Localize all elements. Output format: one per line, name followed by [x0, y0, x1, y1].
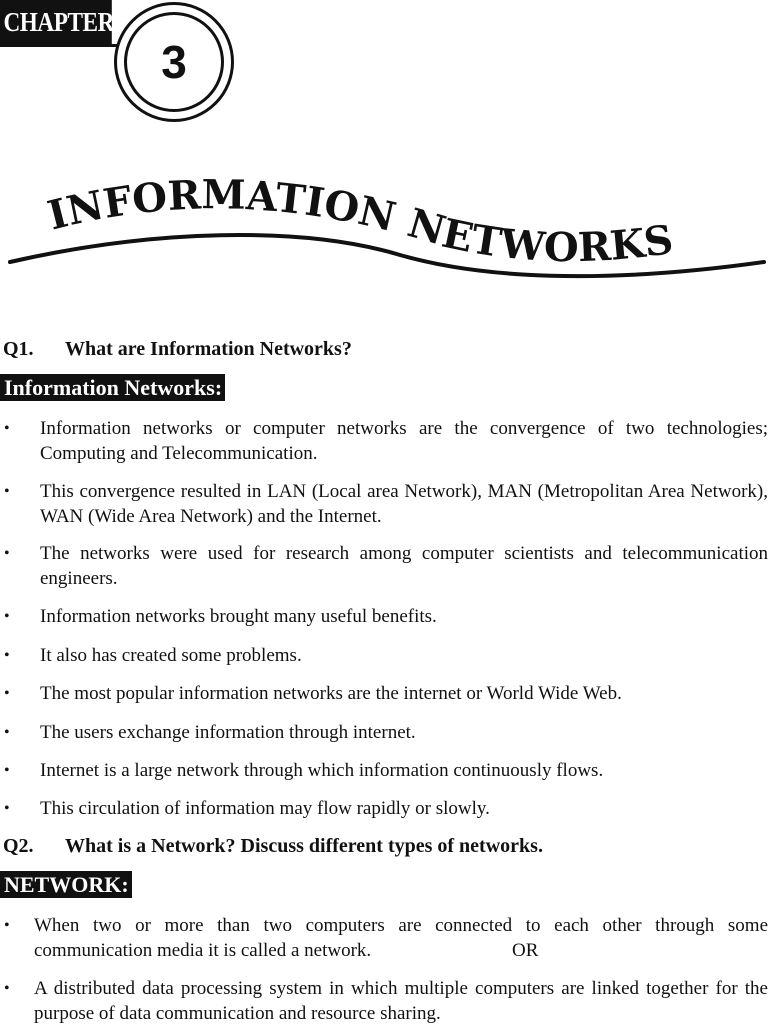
list-item-text: The users exchange information through internet.: [40, 722, 416, 743]
heading-information-networks: Information Networks:: [0, 374, 225, 401]
chapter-label: CHAPTER: [0, 0, 112, 44]
or-separator: OR: [512, 940, 539, 961]
bullet-icon: •: [4, 800, 10, 817]
question-2: [3, 835, 543, 858]
list-item-text: It also has created some problems.: [40, 645, 302, 666]
bullet-icon: •: [4, 917, 10, 934]
chapter-number: 3: [124, 12, 224, 112]
chapter-title: [0, 150, 768, 300]
bullet-icon: •: [4, 647, 10, 664]
bullet-icon: •: [4, 483, 10, 500]
chapter-title-text: INFORMATION NETWORKS: [43, 171, 676, 272]
list-item-text: The networks were used for research among computer scientists and telecommunication engineers.: [40, 543, 768, 589]
list-item-text: Information networks or computer networks are the convergence of two technologies; Computing and Telecommunication.: [40, 418, 768, 464]
bullet-icon: •: [4, 608, 10, 625]
bullet-icon: •: [4, 545, 10, 562]
list-item-text: This convergence resulted in LAN (Local area Network), MAN (Metropolitan Area Network), WAN (Wide Area Network) and the Internet.: [40, 481, 768, 527]
bullet-icon: •: [4, 980, 10, 997]
question-1-text: What are Information Networks?: [65, 338, 352, 360]
question-1-number: Q1.: [3, 338, 34, 360]
list-item-text: This circulation of information may flow rapidly or slowly.: [40, 798, 490, 819]
question-2-text: What is a Network? Discuss different types of networks.: [65, 835, 543, 857]
heading-network: NETWORK:: [0, 871, 132, 898]
bullet-icon: •: [4, 762, 10, 779]
bullet-icon: •: [4, 685, 10, 702]
chapter-underline: [0, 44, 130, 47]
question-1: [3, 338, 352, 361]
bullet-icon: •: [4, 420, 10, 437]
list-item-text: Internet is a large network through which information continuously flows.: [40, 760, 604, 781]
bullet-icon: •: [4, 724, 10, 741]
list-item-text: A distributed data processing system in which multiple computers are linked together for the purpose of data communication and resource sharing.: [34, 978, 768, 1024]
list-item-text: The most popular information networks are the internet or World Wide Web.: [40, 683, 622, 704]
list-item-text: When two or more than two computers are connected to each other through some communication media it is called a network.: [34, 915, 768, 961]
question-2-number: Q2.: [3, 835, 34, 857]
list-item-text: Information networks brought many useful benefits.: [40, 606, 437, 627]
